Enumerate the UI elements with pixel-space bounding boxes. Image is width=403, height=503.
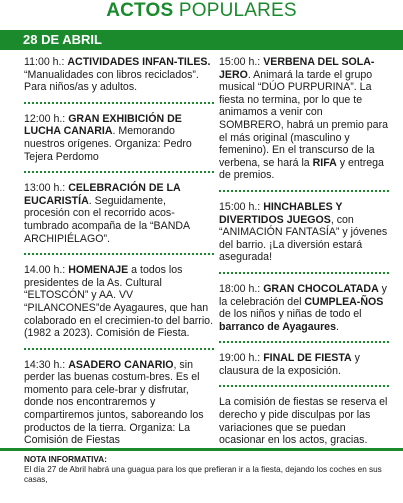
event-time: 12:00 h.: <box>24 112 69 125</box>
event-title: VERBENA DEL SOLA-JERO <box>219 56 375 81</box>
event-description: a todos los presidentes de la As. Cultural “ELTOSCÓN” y AA. VV “PILANCONES”de Ayagaures, que han colaborado en el crecimien-to del barrio. (1982 a 2023). Comisión de Fiesta. <box>24 264 214 340</box>
event-item <box>24 264 214 350</box>
event-item <box>219 201 389 274</box>
event-description: . Memorando nuestros orígenes. Organiza: Pedro Tejera Perdomo <box>24 125 192 163</box>
event-description: . Animará la tarde el grupo musical “DÚO PURPURINA”. La fiesta no termina, por lo que te animamos a venir con SOMBRERO, habrá un premio para el más original (masculino y femenino). En el transcurso de la verbena, se hará la <box>219 68 388 169</box>
date-bar <box>0 30 403 50</box>
event-title: ACTIVIDADES INFAN-TILES. <box>67 56 211 68</box>
event-description: y la celebración del <box>219 282 387 308</box>
event-item <box>24 113 214 173</box>
event-highlight: RIFA <box>312 156 337 169</box>
event-description: de los niños y niñas de todo el <box>219 308 362 321</box>
left-column <box>24 56 214 464</box>
event-item <box>24 182 214 255</box>
event-time: 19:00 h.: <box>219 352 264 365</box>
event-description: . Seguidamente, procesión con el recorrido acos-tumbrado acompaña de la “BANDA ARCHIPIÉLAGO”. <box>24 194 190 245</box>
event-time: 15:00 h.: <box>219 56 264 68</box>
event-title: HINCHABLES Y DIVERTIDOS JUEGOS <box>219 200 343 226</box>
event-title: GRAN EXHIBICIÓN DE LUCHA CANARIA <box>24 112 182 138</box>
event-item <box>24 56 214 104</box>
event-date: 28 DE ABRIL <box>23 32 102 47</box>
event-description: , con “ANIMACIÓN FANTASÍA” y jóvenes del barrio. ¡La diversión estará asegurada! <box>219 213 388 264</box>
title-bold: ACTOS <box>106 0 174 21</box>
footer-divider <box>0 448 403 451</box>
info-note <box>24 455 396 485</box>
event-highlight: CUMPLEA-ÑOS <box>304 295 384 308</box>
event-description: , sin perder las buenas costum-bres. Es el momento para cele-brar y disfrutar, donde nos encontraremos y compartiremos juntos, saboreando los productos de la tierra. Organiza: La Comisión de Fiestas <box>24 358 204 447</box>
event-time: 14.00 h.: <box>24 264 69 277</box>
event-time: 11:00 h.: <box>24 56 68 68</box>
event-title: GRAN CHOCOLATADA <box>263 282 379 295</box>
closing-text: La comisión de fiestas se reserva el derecho y pide disculpas por las variaciones que se puedan ocasionar en los actos, gracias. <box>219 396 388 447</box>
event-time: 14:30 h.: <box>24 358 69 371</box>
event-time: 15:00 h.: <box>219 200 264 213</box>
note-title: NOTA INFORMATIVA: <box>24 455 107 464</box>
right-column <box>219 56 389 464</box>
event-item <box>219 56 389 192</box>
event-description: “Manualidades con libros reciclados”. Para niños/as y adultos. <box>24 68 199 94</box>
title-light: POPULARES <box>178 0 297 21</box>
event-time: 18:00 h.: <box>219 282 264 295</box>
event-title: HOMENAJE <box>68 264 129 277</box>
note-text: El día 27 de Abril habrá una guagua para los que prefieran ir a la fiesta, dejando los coches en sus casas, <box>24 465 382 484</box>
event-time: 13:00 h.: <box>24 182 69 195</box>
page-title <box>0 1 403 21</box>
closing-notice <box>219 396 389 454</box>
event-item <box>24 359 214 455</box>
event-title: CELEBRACIÓN DE LA EUCARISTÍA <box>24 182 181 207</box>
event-description: y clausura de la exposición. <box>219 352 360 377</box>
event-description: . <box>335 320 339 333</box>
event-description: y entrega de premios. <box>219 156 384 182</box>
event-item <box>219 283 389 343</box>
event-item <box>219 352 389 387</box>
event-highlight: barranco de Ayagaures <box>219 320 336 333</box>
event-title: FINAL DE FIESTA <box>263 352 352 365</box>
event-title: ASADERO CANARIO <box>68 358 174 371</box>
